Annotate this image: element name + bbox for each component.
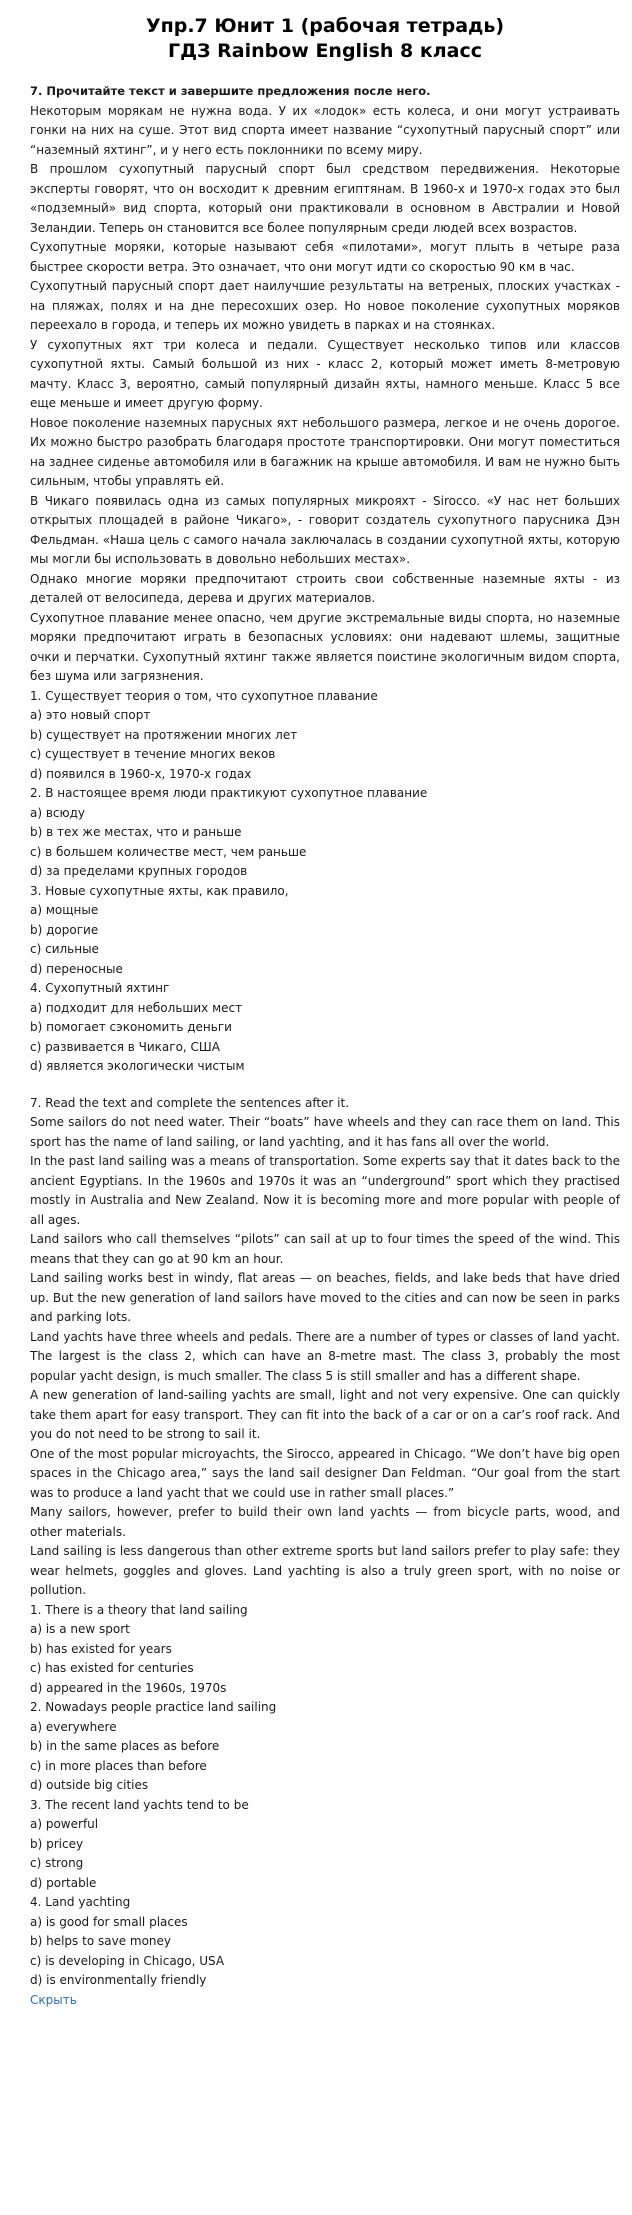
paragraph: Сухопутное плавание менее опасно, чем другие экстремальные виды спорта, но наземные моряки предпочитают играть в безопасных условиях: они надевают шлемы, защитные очки и перчатки. Сухопутный яхтинг также является поистине экологичным видом спорта, без шума или загрязнения. [30,610,620,683]
answer-option: a) is good for small places [30,1914,188,1929]
answer-option: c) в большем количестве мест, чем раньше [30,844,307,859]
answer-option: a) powerful [30,1817,99,1831]
answer-option: b) помогает сэкономить деньги [30,1020,232,1034]
answer-option: d) за пределами крупных городов [30,864,248,878]
question-stem: 3. The recent land yachts tend to be [30,1797,249,1812]
exercise-content [30,82,620,2010]
answer-option: c) has existed for centuries [30,1661,194,1675]
answer-option: c) is developing in Chicago, USA [30,1953,225,1968]
question-stem: 1. There is a theory that land sailing [30,1602,248,1617]
answer-option: c) strong [30,1856,84,1870]
answer-option: a) мощные [30,903,99,917]
task-heading-en: 7. Read the text and complete the sentences after it. [30,1095,350,1110]
answer-option: a) подходит для небольших мест [30,1000,243,1015]
paragraph: Many sailors, however, prefer to build their own land yachts — from bicycle parts, wood, and other materials. [30,1505,620,1539]
answer-option: c) in more places than before [30,1758,207,1773]
english-section [30,1094,620,1991]
paragraph: В Чикаго появилась одна из самых популярных микрояхт - Sirocco. «У нас нет больших открытых площадей в районе Чикаго», - говорит создатель сухопутного парусника Дэн Фельдман. «Наша цель с самого начала заключалась в создании сухопутной яхты, которую мы могли бы использовать в довольно небольших местах». [30,493,620,566]
answer-option: a) everywhere [30,1719,117,1734]
paragraph: Однако многие моряки предпочитают строить свои собственные наземные яхты - из деталей от велосипеда, дерева и других материалов. [30,571,620,605]
answer-option: d) portable [30,1875,97,1890]
paragraph: Некоторым морякам не нужна вода. У их «лодок» есть колеса, и они могут устраивать гонки на них на суше. Этот вид спорта имеет название “сухопутный парусный спорт” или “наземный яхтинг”, и у него есть поклонники по всему миру. [30,103,620,157]
answer-option: c) развивается в Чикаго, США [30,1039,220,1054]
answer-option: a) это новый спорт [30,708,151,722]
answer-option: a) is a new sport [30,1622,130,1636]
answer-option: a) всюду [30,805,86,820]
answer-option: b) in the same places as before [30,1739,220,1753]
section-spacer [30,1077,620,1094]
answer-option: c) сильные [30,942,99,956]
answer-option: d) is environmentally friendly [30,1973,207,1987]
paragraph: Сухопутный парусный спорт дает наилучшие результаты на ветреных, плоских участках - на пляжах, полях и на дне пересохших озер. Но новое поколение сухопутных моряков переехало в города, и теперь их можно увидеть в парках и на стоянках. [30,279,620,332]
question-stem: 4. Сухопутный яхтинг [30,981,170,995]
paragraph: Land sailing works best in windy, flat areas — on beaches, fields, and lake beds that have dried up. But the new generation of land sailors have moved to the cities and can now be seen in parks and parking lots. [30,1271,620,1324]
answer-option: d) является экологически чистым [30,1059,245,1073]
hide-link[interactable]: Скрыть [30,1992,77,2007]
paragraph: Новое поколение наземных парусных яхт небольшого размера, легкое и не очень дорогое. Их можно быстро разобрать благодаря простоте транспортировки. Они могут поместиться на заднее сиденье автомобиля или в багажник на крыше автомобиля. И вам не нужно быть сильным, чтобы управлять ей. [30,415,620,488]
paragraph: Land yachts have three wheels and pedals. There are a number of types or classes of land yacht. The largest is the class 2, which can have an 8-metre mast. The class 3, probably the most popular yacht design, is much smaller. The class 5 is still smaller and has a different shape. [30,1329,620,1383]
answer-option: d) outside big cities [30,1778,149,1792]
paragraph: Land sailors who call themselves “pilots” can sail at up to four times the speed of the wind. This means that they can go at 90 km an hour. [30,1232,620,1266]
question-stem: 2. В настоящее время люди практикуют сухопутное плавание [30,786,428,800]
answer-option: d) переносные [30,961,123,976]
answer-option: c) существует в течение многих веков [30,747,276,761]
answer-option: b) helps to save money [30,1934,172,1948]
russian-section [30,82,620,1077]
answer-option: b) дорогие [30,922,99,937]
paragraph: One of the most popular microyachts, the Sirocco, appeared in Chicago. “We don’t have big open spaces in the Chicago area,” says the land sail designer Dan Feldman. “Our goal from the start was to produce a land yacht that we could use in rather small places.” [30,1446,620,1500]
answer-option: b) has existed for years [30,1641,172,1656]
question-stem: 2. Nowadays people practice land sailing [30,1700,277,1714]
page-title [30,14,620,64]
paragraph: Some sailors do not need water. Their “boats” have wheels and they can race them on land. This sport has the name of land sailing, or land yachting, and it has fans all over the world. [30,1115,620,1149]
paragraph: У сухопутных яхт три колеса и педали. Существует несколько типов или классов сухопутной яхты. Самый большой из них - класс 2, который может иметь 8-метровую мачту. Класс 3, вероятно, самый популярный дизайн яхты, намного меньше. Класс 5 все еще меньше и имеет другую форму. [30,337,620,410]
paragraph: A new generation of land-sailing yachts are small, light and not very expensive. One can quickly take them apart for easy transport. They can fit into the back of a car or on a car’s roof rack. And you do not need to be strong to sail it. [30,1388,620,1441]
answer-option: d) appeared in the 1960s, 1970s [30,1680,227,1695]
paragraph: В прошлом сухопутный парусный спорт был средством передвижения. Некоторые эксперты говорят, что он восходит к древним египтянам. В 1960-х и 1970-х годах это был «подземный» вид спорта, который они практиковали в основном в Австралии и Новой Зеландии. Теперь он становится все более популярным среди людей всех возрастов. [30,162,620,235]
paragraph: Land sailing is less dangerous than other extreme sports but land sailors prefer to play safe: they wear helmets, goggles and gloves. Land yachting is also a truly green sport, with no noise or pollution. [30,1544,620,1597]
question-stem: 1. Существует теория о том, что сухопутное плавание [30,688,378,703]
task-heading-ru: 7. Прочитайте текст и завершите предложения после него. [30,84,431,98]
answer-option: d) появился в 1960-х, 1970-х годах [30,766,252,781]
page-title-line-2: ГДЗ Rainbow English 8 класс [167,40,483,62]
paragraph: In the past land sailing was a means of transportation. Some experts say that it dates back to the ancient Egyptians. In the 1960s and 1970s it was an “underground” sport which they practised mostly in Australia and New Zealand. Now it is becoming more and more popular with people of all ages. [30,1154,620,1227]
question-stem: 3. Новые сухопутные яхты, как правило, [30,883,289,898]
paragraph: Сухопутные моряки, которые называют себя «пилотами», могут плыть в четыре раза быстрее скорости ветра. Это означает, что они могут идти со скоростью 90 км в час. [30,240,620,274]
answer-option: b) в тех же местах, что и раньше [30,825,242,839]
questions-list-en [30,1601,620,1991]
questions-list-ru [30,687,620,1077]
question-stem: 4. Land yachting [30,1895,131,1909]
answer-option: b) существует на протяжении многих лет [30,727,298,742]
page-title-line-1: Упр.7 Юнит 1 (рабочая тетрадь) [145,15,505,37]
answer-option: b) pricey [30,1836,84,1851]
